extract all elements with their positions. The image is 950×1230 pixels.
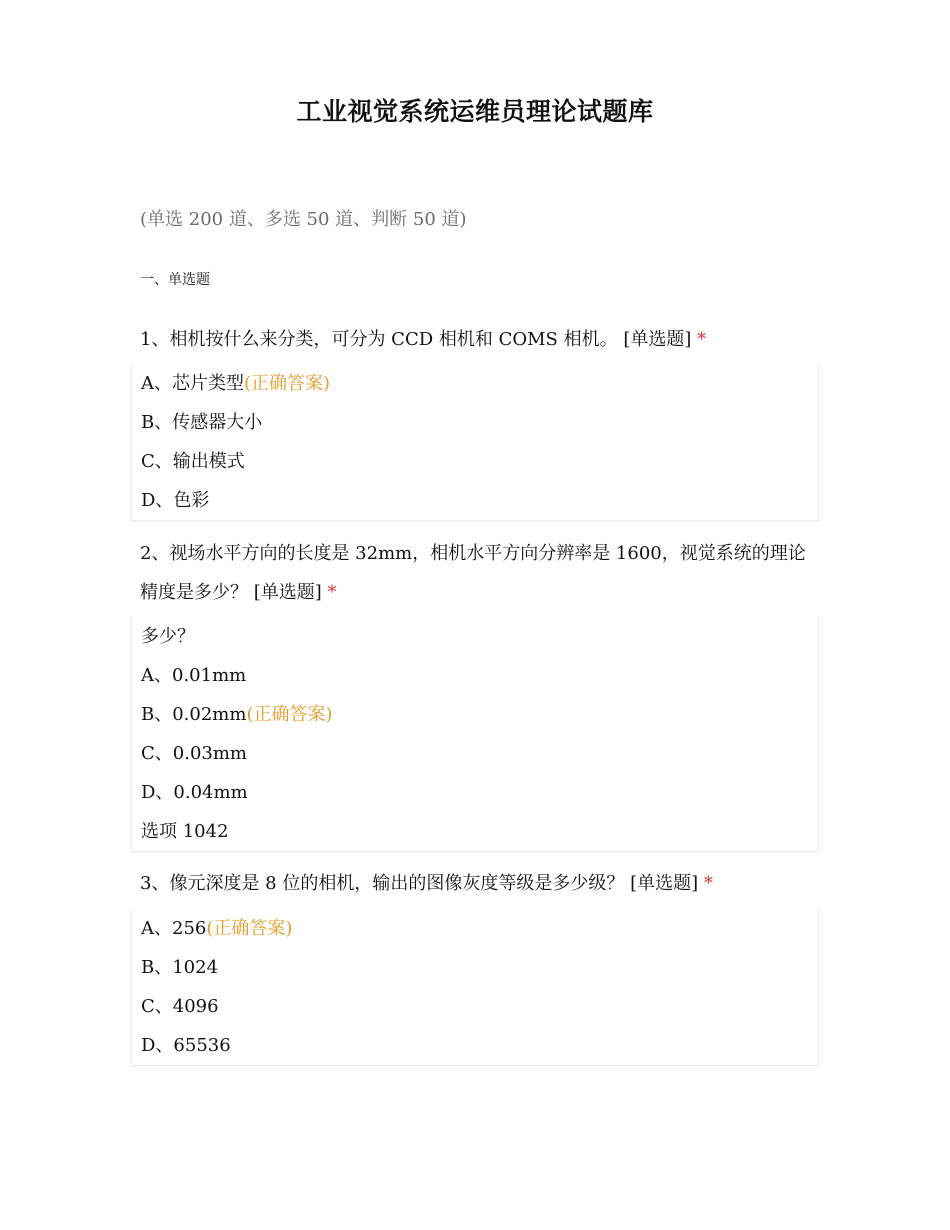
option-label: C、输出模式	[141, 451, 245, 472]
question-1-options	[131, 364, 819, 521]
question-3-options	[131, 909, 819, 1066]
option-c[interactable]	[132, 734, 818, 773]
required-mark: *	[697, 329, 707, 350]
page-title: 工业视觉系统运维员理论试题库	[296, 97, 654, 126]
option-description	[132, 617, 818, 656]
question-3	[140, 864, 810, 903]
option-b[interactable]	[132, 695, 818, 734]
option-label: B、传感器大小	[141, 412, 263, 433]
option-label: C、0.03mm	[141, 743, 247, 764]
option-label: 多少？	[141, 626, 195, 647]
option-a[interactable]	[132, 656, 818, 695]
option-a[interactable]	[132, 364, 818, 403]
option-label: D、65536	[141, 1035, 231, 1056]
option-d[interactable]	[132, 1026, 818, 1065]
option-c[interactable]	[132, 987, 818, 1026]
correct-answer-tag: (正确答案)	[244, 373, 331, 394]
option-label: B、1024	[141, 957, 219, 978]
required-mark: *	[703, 873, 713, 894]
option-a[interactable]	[132, 909, 818, 948]
option-label: 选项 1042	[141, 821, 229, 842]
section-heading: 一、单选题	[140, 272, 210, 288]
option-b[interactable]	[132, 403, 818, 442]
question-text: 1、相机按什么来分类，可分为 CCD 相机和 COMS 相机。 [单选题]	[140, 329, 692, 350]
option-b[interactable]	[132, 948, 818, 987]
option-label: A、芯片类型	[141, 373, 244, 394]
option-d[interactable]	[132, 481, 818, 520]
option-d[interactable]	[132, 773, 818, 812]
option-label: D、0.04mm	[141, 782, 248, 803]
option-c[interactable]	[132, 442, 818, 481]
required-mark: *	[327, 582, 337, 603]
correct-answer-tag: (正确答案)	[206, 918, 293, 939]
option-label: B、0.02mm	[141, 704, 247, 725]
question-2	[140, 534, 810, 612]
option-extra[interactable]	[132, 812, 818, 851]
question-text: 3、像元深度是 8 位的相机，输出的图像灰度等级是多少级？ [单选题]	[140, 873, 699, 894]
option-label: A、0.01mm	[141, 665, 247, 686]
question-text-line1: 2、视场水平方向的长度是 32mm，相机水平方向分辨率是 1600，视觉系统的理论	[140, 543, 806, 564]
option-label: A、256	[141, 918, 207, 939]
correct-answer-tag: (正确答案)	[246, 704, 333, 725]
question-1	[140, 320, 810, 359]
option-label: C、4096	[141, 996, 219, 1017]
option-label: D、色彩	[141, 490, 210, 511]
question-2-options	[131, 617, 819, 852]
question-text-line2: 精度是多少？ [单选题]	[140, 582, 322, 603]
page-subtitle: (单选 200 道、多选 50 道、判断 50 道)	[140, 209, 467, 230]
